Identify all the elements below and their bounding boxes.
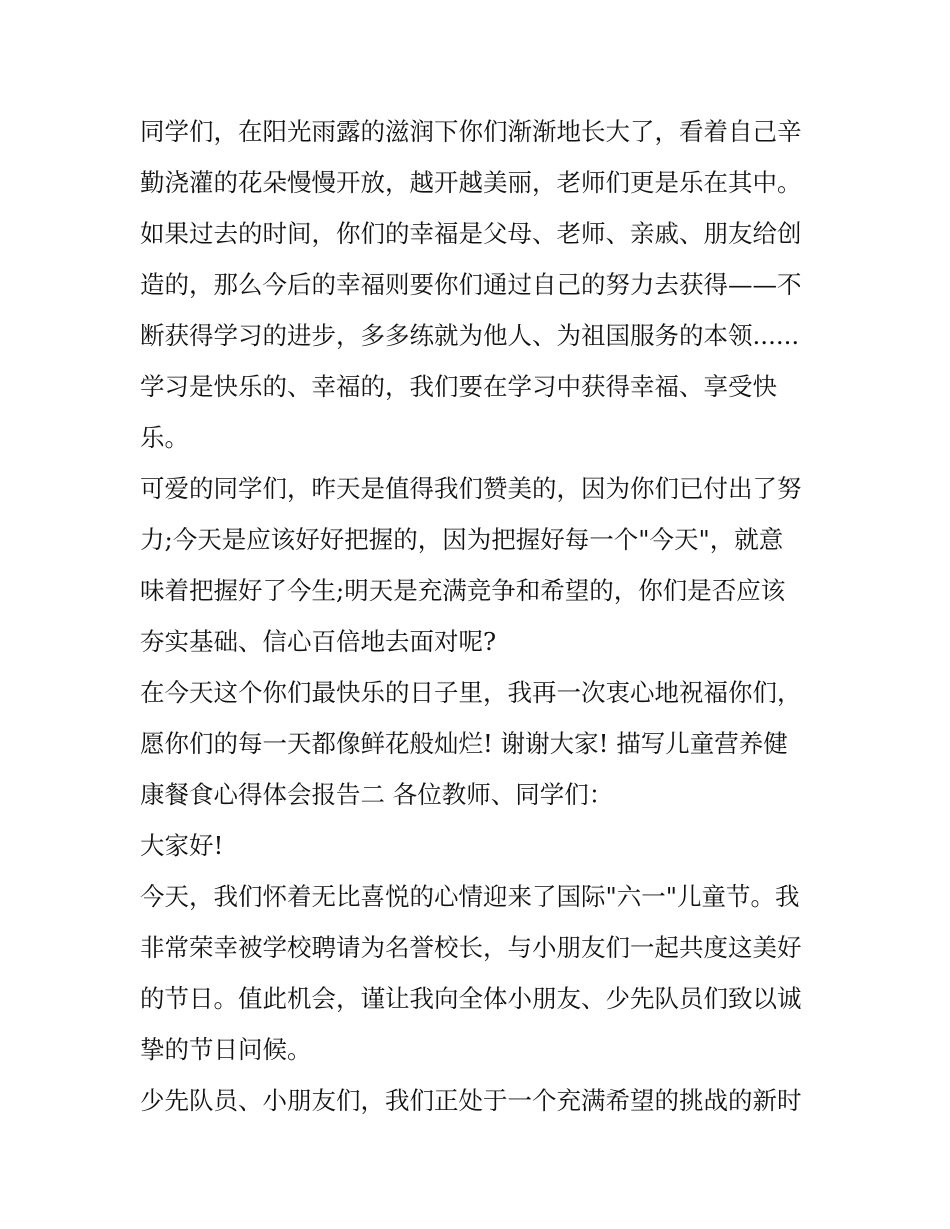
text-line: 力;今天是应该好好把握的，因为把握好每一个"今天"，就意: [140, 525, 784, 554]
text-line: 非常荣幸被学校聘请为名誉校长，与小朋友们一起共度这美好: [140, 933, 802, 962]
text-line: 大家好!: [140, 831, 224, 860]
text-line: 同学们，在阳光雨露的滋润下你们渐渐地长大了，看着自己辛: [140, 117, 802, 146]
text-line: 愿你们的每一天都像鲜花般灿烂! 谢谢大家! 描写儿童营养健: [140, 729, 788, 758]
document-body: [140, 106, 820, 1126]
text-line: 乐。: [140, 423, 189, 452]
text-line: 勤浇灌的花朵慢慢开放，越开越美丽，老师们更是乐在其中。: [140, 168, 802, 197]
text-line: 少先队员、小朋友们，我们正处于一个充满希望的挑战的新时: [140, 1086, 802, 1115]
text-line: 挚的节日问候。: [140, 1035, 312, 1064]
text-line: 学习是快乐的、幸福的，我们要在学习中获得幸福、享受快: [140, 372, 777, 401]
text-line: 的节日。值此机会，谨让我向全体小朋友、少先队员们致以诚: [140, 984, 802, 1013]
text-line: 康餐食心得体会报告二 各位教师、同学们：: [140, 780, 614, 809]
text-line: 如果过去的时间，你们的幸福是父母、老师、亲戚、朋友给创: [140, 219, 802, 248]
text-line: 可爱的同学们，昨天是值得我们赞美的，因为你们已付出了努: [140, 474, 802, 503]
text-line: 味着把握好了今生;明天是充满竞争和希望的，你们是否应该: [140, 576, 786, 605]
text-line: 在今天这个你们最快乐的日子里，我再一次衷心地祝福你们，: [140, 678, 802, 707]
text-line: 夯实基础、信心百倍地去面对呢?: [140, 627, 497, 656]
text-line: 断获得学习的进步，多多练就为他人、为祖国服务的本领......: [140, 321, 800, 350]
text-line: 今天，我们怀着无比喜悦的心情迎来了国际"六一"儿童节。我: [140, 882, 800, 911]
text-line: 造的，那么今后的幸福则要你们通过自己的努力去获得——不: [140, 270, 802, 299]
